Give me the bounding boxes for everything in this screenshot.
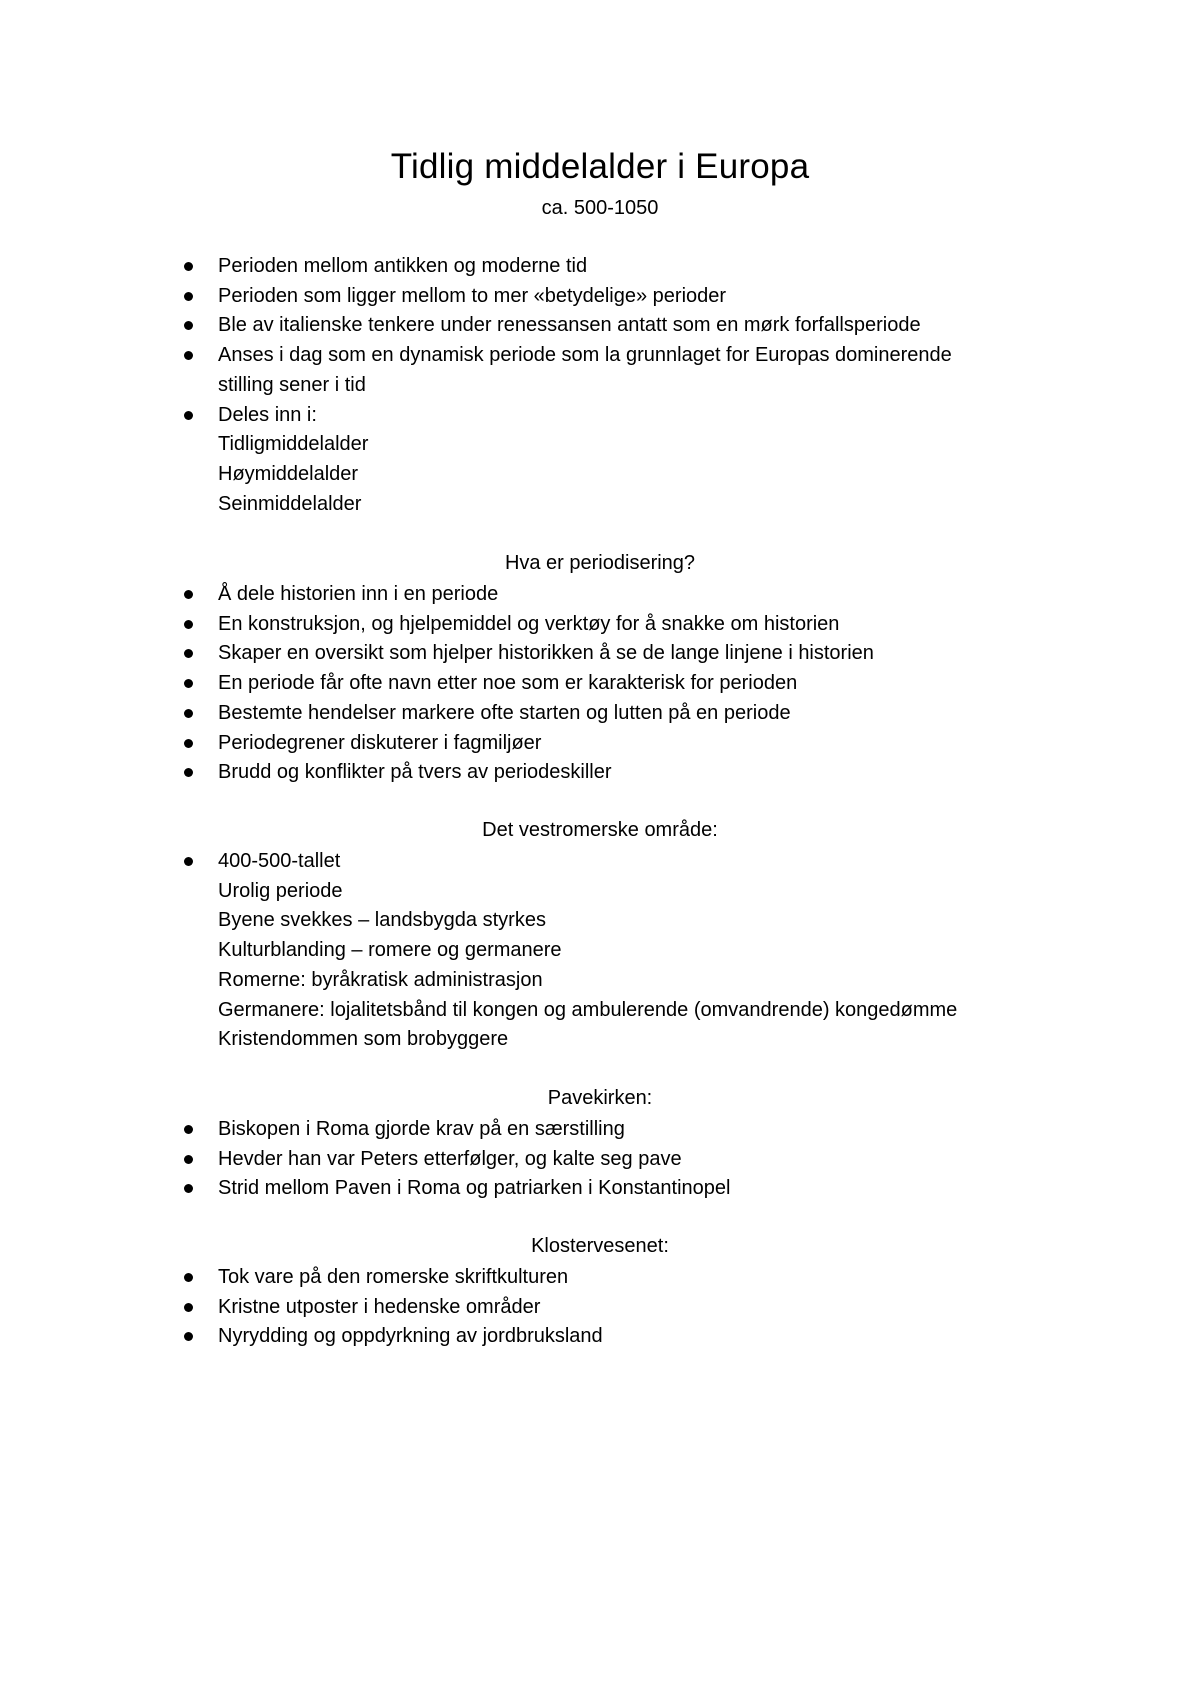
list-item-text: En periode får ofte navn etter noe som er karakterisk for perioden <box>218 672 798 695</box>
list-item-text: Strid mellom Paven i Roma og patriarken i Konstantinopel <box>218 1177 731 1200</box>
bullet-icon <box>184 857 193 866</box>
bullet-list <box>0 580 1200 788</box>
bullet-icon <box>184 351 193 360</box>
list-item <box>0 729 1200 759</box>
list-item-text: Ble av italienske tenkere under renessansen antatt som en mørk forfallsperiode <box>218 314 921 337</box>
list-item-text: 400-500-tallet <box>218 850 341 872</box>
list-item-text: Å dele historien inn i en periode <box>218 583 499 605</box>
list-item <box>0 580 1200 610</box>
bullet-icon <box>184 292 193 301</box>
bullet-icon <box>184 709 193 718</box>
bullet-icon <box>184 649 193 658</box>
list-item-text: Skaper en oversikt som hjelper historikken å se de lange linjene i historien <box>218 642 874 665</box>
list-item-text: stilling sener i tid <box>218 373 366 396</box>
list-item <box>0 847 1200 1055</box>
list-item <box>0 1174 1200 1204</box>
bullet-icon <box>184 1303 193 1312</box>
section-heading: Pavekirken: <box>547 1087 653 1109</box>
list-item-text: Kulturblanding – romere og germanere <box>218 939 562 962</box>
bullet-list <box>0 1263 1200 1352</box>
bullet-icon <box>184 1155 193 1164</box>
bullet-icon <box>184 739 193 748</box>
bullet-icon <box>184 679 193 688</box>
list-item <box>0 1293 1200 1323</box>
list-item <box>0 1263 1200 1293</box>
section-heading: Klostervesenet: <box>531 1235 669 1257</box>
list-item-text: Urolig periode <box>218 879 343 902</box>
bullet-icon <box>184 1273 193 1282</box>
bullet-list <box>0 847 1200 1055</box>
bullet-icon <box>184 1184 193 1193</box>
list-item-text: Seinmiddelalder <box>218 492 362 515</box>
list-item-text: Hevder han var Peters etterfølger, og kalte seg pave <box>218 1147 682 1170</box>
page-title: Tidlig middelalder i Europa <box>390 147 810 186</box>
list-item <box>0 341 1200 400</box>
list-item-text: Perioden som ligger mellom to mer «betydelige» perioder <box>218 284 727 307</box>
list-item <box>0 252 1200 282</box>
list-item-text: Romerne: byråkratisk administrasjon <box>218 968 543 991</box>
list-item-text: Bestemte hendelser markere ofte starten og lutten på en periode <box>218 701 791 724</box>
bullet-icon <box>184 590 193 599</box>
list-item-text: En konstruksjon, og hjelpemiddel og verktøy for å snakke om historien <box>218 612 840 635</box>
bullet-icon <box>184 321 193 330</box>
bullet-list <box>0 1115 1200 1204</box>
page-subtitle: ca. 500-1050 <box>541 197 659 219</box>
list-item <box>0 758 1200 788</box>
list-item <box>0 1322 1200 1352</box>
section-heading: Det vestromerske område: <box>482 819 718 841</box>
list-item <box>0 610 1200 640</box>
list-item-text: Brudd og konflikter på tvers av periodeskiller <box>218 761 612 784</box>
list-item-text: Anses i dag som en dynamisk periode som la grunnlaget for Europas dominerende <box>218 344 952 367</box>
list-item <box>0 1145 1200 1175</box>
list-item <box>0 401 1200 520</box>
list-item-text: Tidligmiddelalder <box>218 433 369 456</box>
list-item <box>0 311 1200 341</box>
bullet-icon <box>184 411 193 420</box>
bullet-icon <box>184 262 193 271</box>
section-heading: Hva er periodisering? <box>504 552 696 574</box>
list-item-text: Deles inn i: <box>218 403 317 426</box>
list-item <box>0 699 1200 729</box>
bullet-list <box>0 252 1200 519</box>
bullet-icon <box>184 768 193 777</box>
bullet-icon <box>184 1125 193 1134</box>
list-item <box>0 282 1200 312</box>
list-item-text: Kristendommen som brobyggere <box>218 1028 509 1051</box>
list-item-text: Biskopen i Roma gjorde krav på en særstilling <box>218 1118 625 1140</box>
bullet-icon <box>184 620 193 629</box>
list-item <box>0 639 1200 669</box>
list-item-text: Kristne utposter i hedenske områder <box>218 1295 541 1318</box>
list-item <box>0 669 1200 699</box>
list-item-text: Perioden mellom antikken og moderne tid <box>218 255 588 277</box>
list-item-text: Nyrydding og oppdyrkning av jordbruksland <box>218 1325 603 1348</box>
list-item-text: Germanere: lojalitetsbånd til kongen og ambulerende (omvandrende) kongedømme <box>218 998 958 1021</box>
bullet-icon <box>184 1332 193 1341</box>
list-item-text: Byene svekkes – landsbygda styrkes <box>218 909 546 932</box>
list-item-text: Høymiddelalder <box>218 462 359 485</box>
list-item-text: Periodegrener diskuterer i fagmiljøer <box>218 731 542 754</box>
list-item <box>0 1115 1200 1145</box>
list-item-text: Tok vare på den romerske skriftkulturen <box>218 1266 569 1288</box>
